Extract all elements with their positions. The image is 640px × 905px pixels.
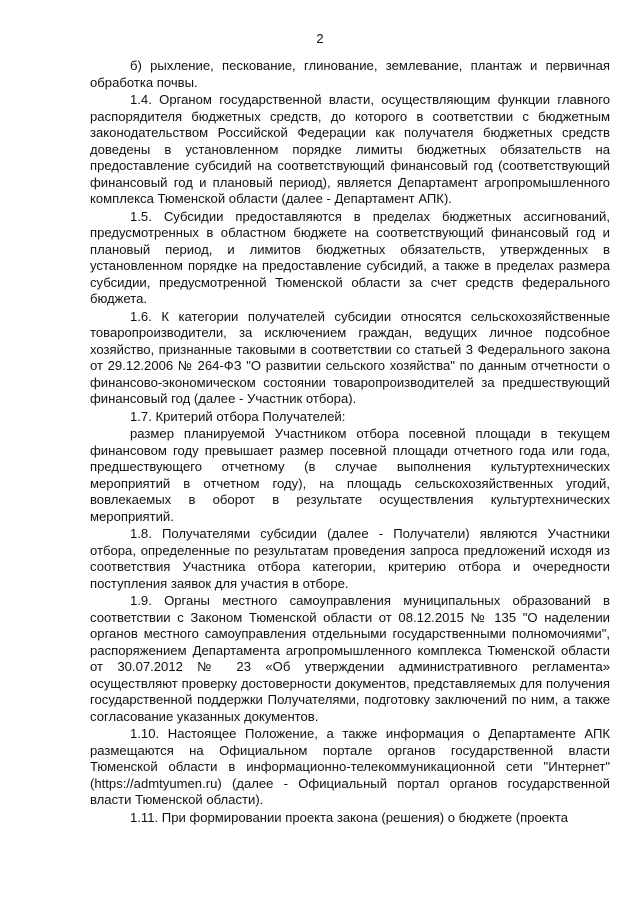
paragraph-1-5: 1.5. Субсидии предоставляются в пределах бюджетных ассигнований, предусмотренных в областном бюджете на соответствующий финансовый год и плановый период, и лимитов бюджетных обязательств, утвержденных в установленном порядке на предоставление субсидий, а также в пределах размера субсидии, предусмотренной Тюменской области за счет средств федерального бюджета. [90,208,610,306]
paragraph-1-3b: б) рыхление, пескование, глинование, землевание, плантаж и первичная обработка почвы. [90,58,610,90]
paragraph-1-6: 1.6. К категории получателей субсидии относятся сельскохозяйственные товаропроизводители, за исключением граждан, ведущих личное подсобное хозяйство, признанные таковыми в соответствии со статьей 3 Федерального закона от 29.12.2006 № 264-ФЗ "О развитии сельского хозяйства" по данным отчетности о финансово-экономическом состоянии товаропроизводителей за предшествующий финансовый год (далее - Участник отбора). [90,308,610,406]
paragraph-1-7: 1.7. Критерий отбора Получателей: [130,408,346,424]
paragraph-1-8: 1.8. Получателями субсидии (далее - Получатели) являются Участники отбора, определенные по результатам проведения запроса предложений исходя из соответствия Участника отбора категории, критерию отбора и очередности поступления заявок для участия в отборе. [90,526,610,591]
document-body [90,58,610,827]
paragraph-1-4: 1.4. Органом государственной власти, осуществляющим функции главного распорядителя бюджетных средств, до которого в соответствии с бюджетным законодательством Российской Федерации как получателя бюджетных средств доведены в установленном порядке лимиты бюджетных обязательств на предоставление субсидий на соответствующий финансовый год (соответствующий финансовый год и плановый период), является Департамент агропромышленного комплекса Тюменской области (далее - Департамент АПК). [90,92,610,206]
paragraph-1-11: 1.11. При формировании проекта закона (решения) о бюджете (проекта [130,809,569,825]
page-number: 2 [316,31,324,46]
paragraph-1-7-criterion: размер планируемой Участником отбора посевной площади в текущем финансовом году превышает размер посевной площади отчетного года или года, предшествующего отчетному (в случае выполнения культуртехнических мероприятий в отчетном году), на площадь сельскохозяйственных угодий, вовлекаемых в оборот в результате осуществления культуртехнических мероприятий. [90,426,610,524]
paragraph-1-10: 1.10. Настоящее Положение, а также информация о Департаменте АПК размещаются на Официальном портале органов государственной власти Тюменской области в информационно-телекоммуникационной сети "Интернет" (https://admtyumen.ru) (далее - Официальный портал органов государственной власти Тюменской области). [90,726,610,807]
paragraph-1-9: 1.9. Органы местного самоуправления муниципальных образований в соответствии с Законом Тюменской области от 08.12.2015 № 135 "О наделении органов местного самоуправления отдельными государственными полномочиями", распоряжением Департамента агропромышленного комплекса Тюменской области от 30.07.2012 № 23 «Об утверждении административного регламента» осуществляют проверку достоверности документов, представляемых для получения государственной поддержки Получателями, подготовку заключений по ним, а также согласование указанных документов. [90,593,610,724]
